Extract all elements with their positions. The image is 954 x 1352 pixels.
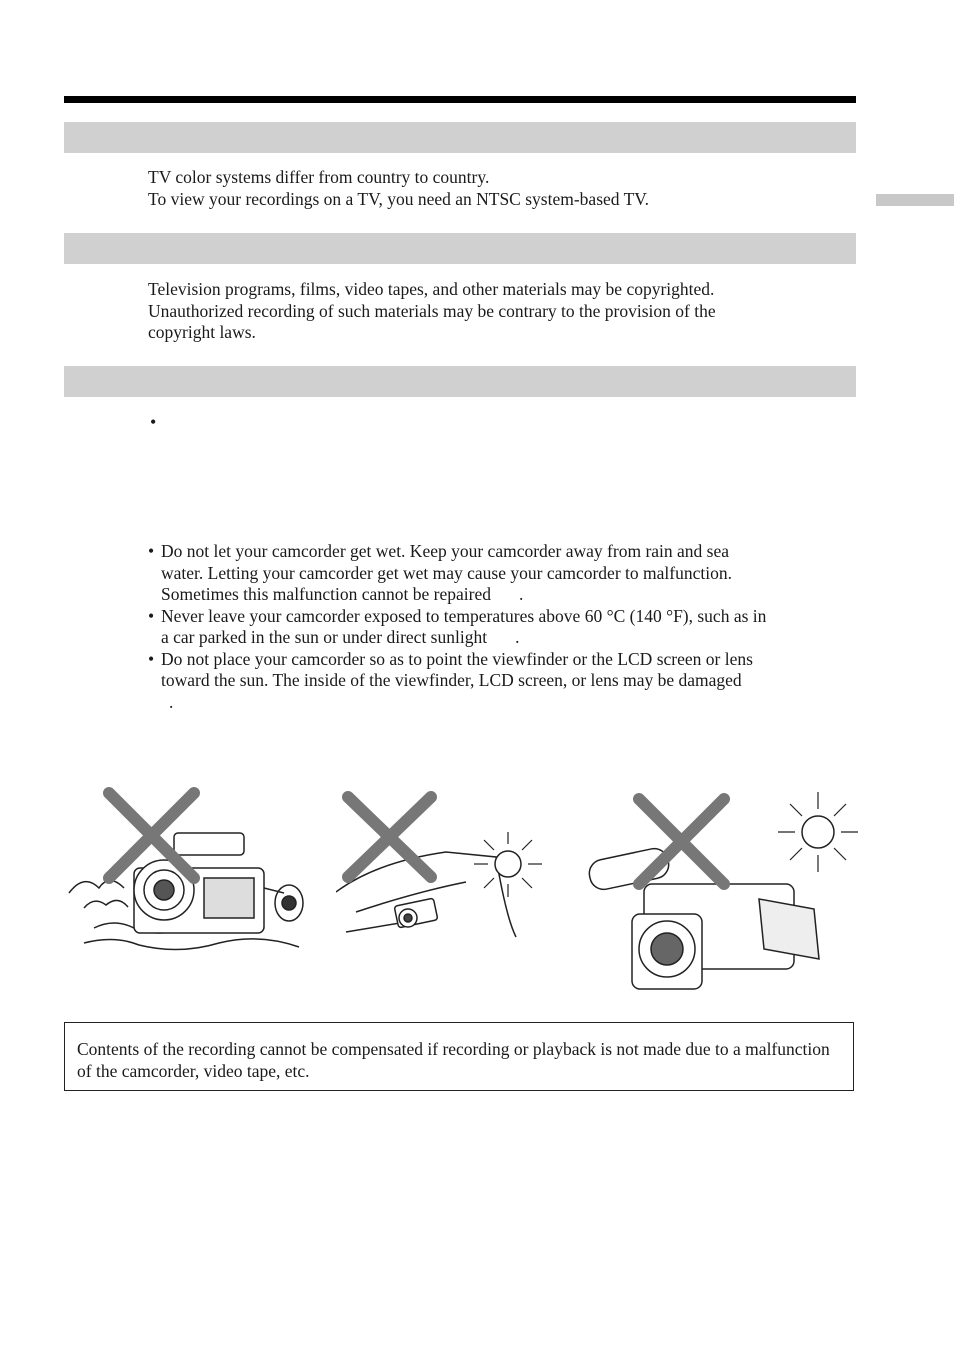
text-line: To view your recordings on a TV, you need an NTSC system-based TV.	[148, 188, 650, 209]
text-line: copyright laws.	[148, 322, 256, 342]
section-header-band-precautions	[64, 366, 856, 397]
list-item	[148, 649, 858, 714]
section-header-band-copyright	[64, 233, 856, 264]
list-item	[148, 606, 858, 649]
section-header-band-tv-color	[64, 122, 856, 153]
text-line	[161, 627, 858, 649]
sentence-end: .	[515, 627, 520, 647]
sentence-end: .	[169, 691, 174, 712]
list-item	[148, 541, 858, 606]
text-fragment: a car parked in the sun or under direct sunlight	[161, 627, 488, 647]
text-line: TV color systems differ from country to country.	[148, 167, 490, 187]
top-rule	[64, 96, 856, 103]
text-fragment: Sometimes this malfunction cannot be repaired	[161, 584, 491, 604]
section-index-tab	[876, 194, 954, 206]
text-line	[161, 584, 858, 606]
text-line: Unauthorized recording of such materials may be contrary to the provision of the	[148, 300, 716, 321]
bullet-marker: •	[148, 605, 155, 626]
text-line: Do not let your camcorder get wet. Keep your camcorder away from rain and sea	[161, 541, 730, 561]
wet-camcorder-illustration	[64, 778, 314, 968]
notice-text: Contents of the recording cannot be compensated if recording or playback is not made due to a malfunction of the camcorder, video tape, etc.	[77, 1039, 830, 1081]
notice-box	[64, 1022, 854, 1091]
text-line: Television programs, films, video tapes, and other materials may be copyrighted.	[148, 279, 715, 299]
text-line: Never leave your camcorder exposed to temperatures above 60 °C (140 °F), such as in	[161, 605, 767, 626]
precaution-list	[148, 541, 858, 713]
bullet-marker: •	[148, 541, 155, 561]
camcorder-sun-illustration	[584, 784, 869, 996]
bullet-marker: •	[148, 648, 155, 669]
section-tv-color-text	[148, 167, 848, 210]
sentence-end: .	[518, 584, 524, 604]
text-line: Do not place your camcorder so as to point the viewfinder or the LCD screen or lens	[161, 648, 753, 669]
section-copyright-text	[148, 279, 848, 344]
bullet-marker: •	[150, 412, 157, 432]
text-line: toward the sun. The inside of the viewfinder, LCD screen, or lens may be damaged	[161, 670, 742, 690]
text-line: water. Letting your camcorder get wet may cause your camcorder to malfunction.	[161, 562, 732, 583]
text-line	[161, 692, 858, 714]
car-sun-illustration	[336, 782, 566, 952]
